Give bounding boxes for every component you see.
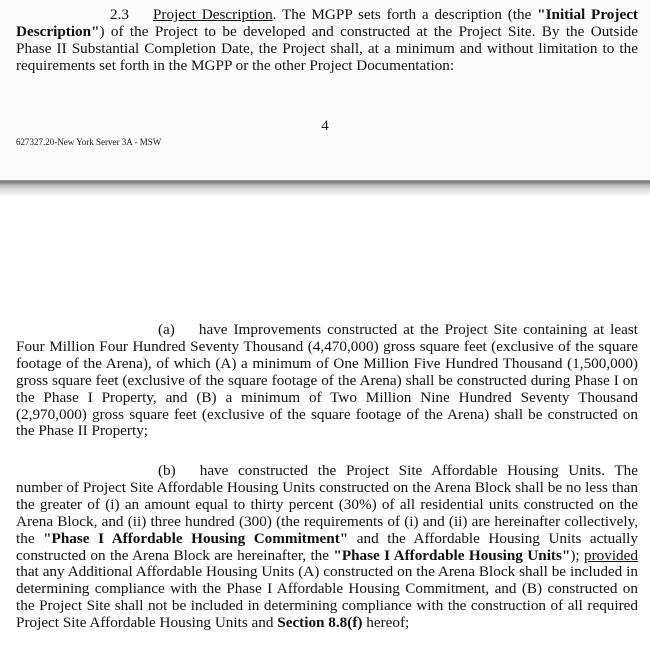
section-text-intro: . The MGPP sets forth a description (the [272,6,538,23]
item-b-text-1: have constructed the Project Site Affordable Housing Units. The number of Project Site Affordable Housing Units constructed on the Arena Block shall be no less than the greater of (i) an amount equal to thirty percent (30%) of all residential units constructed on the Arena Block, and (ii) three hundred (300) (the requirements of (i) and (ii) are hereinafter collectively, the [16,462,638,547]
section-heading: Project Description [152,6,273,23]
page-bottom [0,196,650,663]
item-a-marker: (a) [158,321,175,338]
defined-term-initial-project-description: "Initial Project Description" [16,6,638,40]
item-b-paragraph [16,463,638,632]
item-b-text-4: that any Additional Affordable Housing Units (A) constructed on the Arena Block shall be included in determining compliance with the Phase I Affordable Housing Commitment, and (B) constructed on the Project Site shall not be included in determining compliance with the construction of all required Project Site Affordable Housing Units and [16,563,638,632]
footer-document-id: 627327.20-New York Server 3A - MSW [16,137,162,147]
page-divider [0,180,650,196]
page-number: 4 [321,118,329,134]
item-a-text: have Improvements constructed at the Project Site containing at least Four Million Four Hundred Seventy Thousand (4,470,000) gross square feet (exclusive of the square footage of the Arena), of which (A) a minimum of One Million Five Hundred Thousand (1,500,000) gross square feet (exclusive of the square footage of the Arena) shall be constructed during Phase I on the Phase I Property, and (B) a minimum of Two Million Nine Hundred Seventy Thousand (2,970,000) gross square feet (exclusive of the square footage of the Arena) shall be constructed on the Phase II Property; [16,321,638,440]
defined-term-affordable-housing-units: "Phase I Affordable Housing Units" [333,546,571,564]
defined-term-affordable-housing-commitment: "Phase I Affordable Housing Commitment" [43,529,349,547]
item-b-text-2: and the Affordable Housing Units actually constructed on the Arena Block are hereinafter, the [16,529,638,564]
section-text: ) of the Project to be developed and constructed at the Project Site. By the Outside Phase II Substantial Completion Date, the Project shall, at a minimum and without limitation to the requirements set forth in the MGPP or the other Project Documentation: [16,22,638,74]
item-b-text-5: hereof; [362,614,410,632]
item-b-marker: (b) [158,462,176,479]
item-a-paragraph [16,322,638,440]
page-top [0,0,650,180]
section-number: 2.3 [110,6,129,23]
section-reference: Section 8.8(f) [277,614,363,632]
item-b-text-3: ); [570,546,584,564]
provided-term: provided [584,546,638,564]
section-paragraph [16,7,638,75]
